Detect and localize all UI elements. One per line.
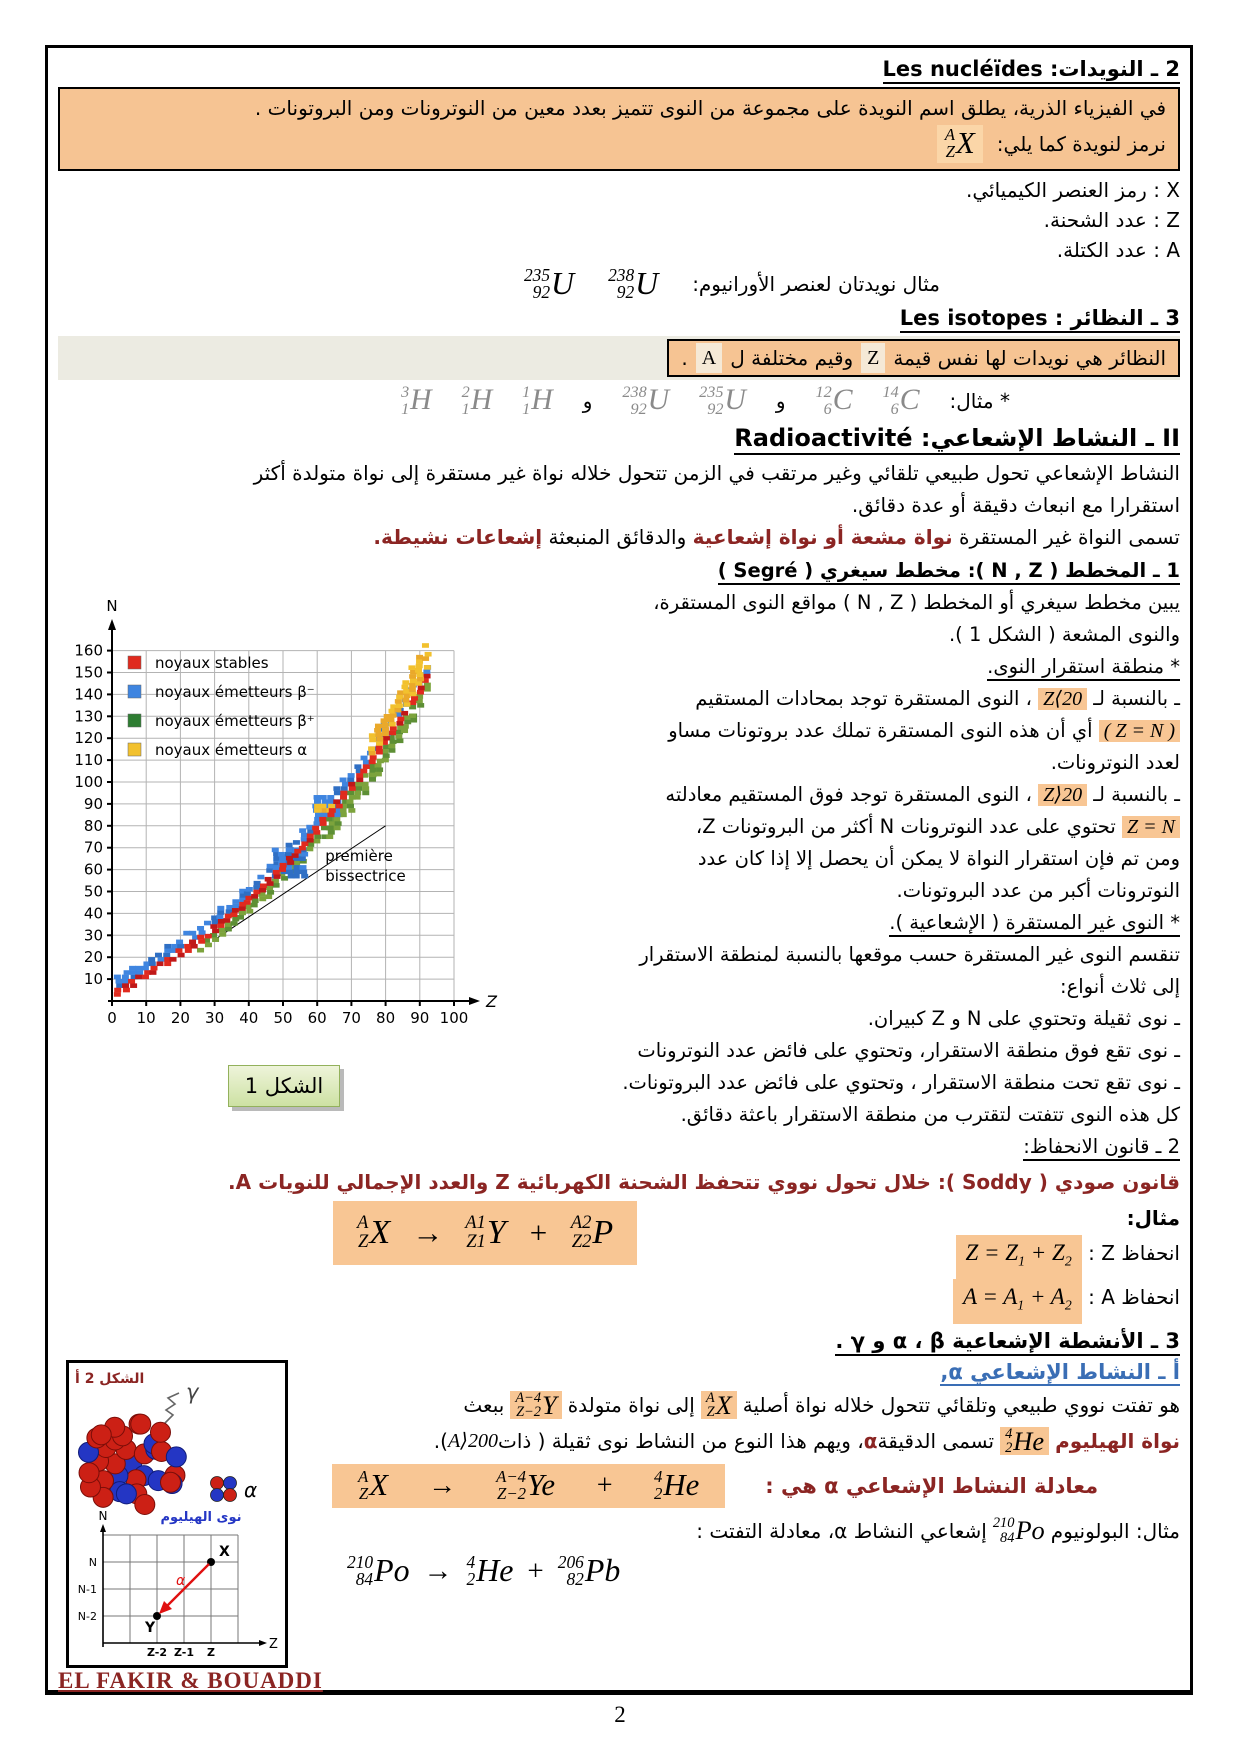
svg-text:90: 90 [83,794,103,813]
isotope-symbol: 14 6 C [882,383,920,418]
svg-text:N-1: N-1 [77,1583,97,1596]
svg-text:الشكل 2 أ: الشكل 2 أ [75,1371,145,1387]
svg-text:150: 150 [74,663,103,682]
text-line: 1 ـ المخطط ( N , Z ): مخطط سيغري ( Segré ) [510,555,1180,587]
nuclide-notation-line: نرمز لنويدة كما يلي: A Z X [72,125,1166,163]
isotopes-list [401,384,919,416]
svg-text:γ: γ [186,1380,199,1404]
text-line: ـ نوى تقع فوق منطقة الاستقرار، وتحتوي على فائض عدد النوترونات [637,1038,1180,1062]
svg-text:noyaux émetteurs β⁻: noyaux émetteurs β⁻ [155,682,315,701]
svg-text:30: 30 [83,926,103,945]
text-line: كل هذه النوى تتفتت لتقترب من منطقة الاستقرار باعثة دقائق. [680,1102,1180,1126]
svg-text:40: 40 [239,1008,259,1027]
text-line: ( Z = N ) أي أن هذه النوى المستقرة تملك عدد بروتونات مساو [510,715,1180,747]
nuclide-definition-box [58,87,1180,171]
svg-text:10: 10 [83,969,103,988]
svg-text:N: N [106,596,118,615]
footer-authors: EL FAKIR & BOUADDI [58,1668,323,1693]
symbol-a: A [696,343,722,373]
svg-text:N-2: N-2 [77,1610,97,1623]
plus: + [595,1469,614,1501]
example-label: مثال: [1126,1205,1180,1230]
isotopes-definition-band [58,336,1180,380]
svg-text:N: N [88,1556,97,1569]
svg-text:60: 60 [83,860,103,879]
svg-text:0: 0 [107,1008,117,1027]
nuclide-definition-text: في الفيزياء الذرية، يطلق اسم النويدة على مجموعة من النوى تتميز بعدد معين من النوترونات ومن البروتونات . [254,96,1166,120]
figure-2-drawing [69,1363,279,1659]
text-line: Z = N تحتوي على عدد النوترونات N أكثر من البروتونات Z، [510,811,1180,843]
alpha-description-line2: نواة الهيليوم 4 2 He تسمى الدقيقة α ، ويهم هذا النوع من النشاط نوى ثقيلة ( ذات A⟩200 ). [433,1425,1180,1456]
alpha-heading: أ ـ النشاط الإشعاعي α, [940,1360,1180,1384]
text-line: ـ بالنسبة لـ Z⟩20 ، النوى المستقرة توجد فوق المستقيم معادلته [665,782,1180,806]
text-line: والنوى المشعة ( الشكل 1 ). [948,622,1180,646]
segre-chart-column [58,555,510,1163]
arrow: → [412,1214,444,1250]
svg-text:noyaux émetteurs β⁺: noyaux émetteurs β⁺ [155,711,315,730]
parent-nucleus-symbol: A Z X [701,1391,737,1420]
polonium-decay-equation: 210 84 Po → 4 2 He + 206 82 Pb [347,1551,621,1589]
isotope-symbol: 1 1 H [522,383,553,418]
soddy-x: A Z X [357,1212,391,1252]
symbol-definitions [58,175,1180,265]
page-frame [45,45,1193,1695]
svg-text:Z: Z [269,1637,278,1652]
isotopes-definition-box: النظائر هي نويدات لها نفس قيمة Z وقيم مختلفة ل A . [667,339,1180,377]
isotopes-example-line [58,384,1180,416]
svg-text:130: 130 [74,707,103,726]
svg-text:80: 80 [83,816,103,835]
svg-text:X: X [219,1544,230,1560]
plus: + [527,1214,549,1250]
u238-symbol: 238 92 U [608,264,659,302]
isotope-symbol: 235 92 U [699,383,746,418]
text-line: يبين مخطط سيغري أو المخطط ( N , Z ) مواقع النوى المستقرة، [653,590,1180,614]
svg-text:40: 40 [83,904,103,923]
conservation-column [775,1201,1180,1324]
svg-text:Z: Z [486,991,497,1011]
alpha-column [302,1360,1180,1668]
svg-text:120: 120 [74,729,103,748]
svg-text:α: α [244,1478,258,1502]
uranium-example-line [58,264,1180,302]
alpha-section [58,1360,1180,1668]
text-line: تنقسم النوى غير المستقرة حسب موقعها بالنسبة لمنطقة الاستقرار [639,942,1180,966]
alpha-equation-row [302,1464,1180,1508]
soddy-law-line: قانون صودي ( Soddy ): خلال تحول نووي تتحفظ الشحنة الكهربائية Z والعدد الإجمالي للنويات A. [228,1169,1180,1194]
svg-text:90: 90 [410,1008,430,1027]
alpha-description-line1: هو تفتت نووي طبيعي وتلقائي تتحول خلاله نواة أصلية A Z X إلى نواة متولدة A−4 Z−2 Y ببعث [463,1389,1180,1420]
text-line: ومن تم فإن استقرار النواة لا يمكن أن يحصل إلا إذا كان عدد [697,846,1180,870]
svg-text:Z: Z [207,1646,215,1659]
isotopes-example-label: * مثال: [949,388,1010,413]
radioactivity-paragraph: النشاط الإشعاعي تحول طبيعي تلقائي وغير مرتقب في الزمن تتحول خلاله نواة غير مستقرة إلى نواة متولدة أكثر استقرارا مع انبعاث دقيقة أو عدة دقائق. تسمى النواة غير المستقرة نواة مشعة أو نواة إشعاعية والدقائق المنبعثة إشعاعات نشيطة. [58,457,1180,553]
figure-2 [66,1360,288,1668]
arrow: → [428,1469,457,1501]
svg-text:N: N [98,1509,108,1523]
soddy-p: A2 Z2 P [570,1212,614,1252]
svg-text:première: première [325,846,393,865]
svg-text:50: 50 [273,1008,293,1027]
svg-text:Z-2: Z-2 [146,1646,168,1659]
segre-section [58,555,1180,1163]
separator: و [582,388,593,413]
text-line: لعدد النوترونات. [1050,750,1180,774]
section-nuclides-title: 2 ـ النويدات: Les nucléïdes [58,54,1180,84]
isotope-symbol: 2 1 H [461,383,493,418]
separator: و [775,388,786,413]
svg-text:160: 160 [74,641,103,660]
svg-text:110: 110 [74,750,103,769]
isotope-symbol: 12 6 C [815,383,853,418]
def-a: A : عدد الكتلة. [1056,237,1180,262]
svg-text:60: 60 [307,1008,327,1027]
text-line: 2 ـ قانون الانحفاظ: [510,1131,1180,1163]
section-activities-title: 3 ـ الأنشطة الإشعاعية α ، β و γ . [58,1326,1180,1356]
svg-text:10: 10 [136,1008,156,1027]
svg-text:70: 70 [341,1008,361,1027]
svg-text:نوى الهيليوم: نوى الهيليوم [160,1510,242,1525]
svg-text:30: 30 [205,1008,225,1027]
text-line: ـ نوى ثقيلة وتحتوي على N و Z كبيران. [867,1006,1180,1030]
svg-text:Y: Y [145,1620,156,1636]
conservation-row [58,1201,1180,1324]
symbol-z: Z [861,343,885,373]
section-radioactivity-title: II ـ النشاط الإشعاعي: Radioactivité [58,419,1180,457]
svg-text:100: 100 [74,772,103,791]
text-line: النوترونات أكبر من عدد البروتونات. [896,878,1180,902]
svg-text:bissectrice: bissectrice [325,866,406,885]
def-x: X : رمز العنصر الكيميائي. [965,177,1180,202]
svg-text:noyaux stables: noyaux stables [155,653,269,672]
text-line: ـ بالنسبة لـ Z⟨20 ، النوى المستقرة توجد بمحادات المستقيم [695,686,1180,710]
text-line: * منطقة استقرار النوى. [510,651,1180,683]
unstable-nucleus-line: تسمى النواة غير المستقرة نواة مشعة أو نواة إشعاعية والدقائق المنبعثة إشعاعات نشيطة. [373,524,1180,549]
svg-text:140: 140 [74,685,103,704]
segre-chart [58,555,510,1055]
a-conservation-eq: $A = A_1 + A_2$ [953,1279,1082,1324]
svg-text:50: 50 [83,882,103,901]
svg-text:20: 20 [83,948,103,967]
text-line: ـ نوى تقع تحت منطقة الاستقرار ، وتحتوي على فائض عدد البروتونات. [622,1070,1180,1094]
text-line: إلى ثلاث أنواع: [1060,974,1180,998]
segre-text-column [510,555,1180,1163]
polonium-example-line: مثال: البولونيوم 210 84 Po إشعاعي النشاط α، معادلة التفتت : [696,1515,1180,1546]
uranium-example-label: مثال نويدتان لعنصر الأورانيوم: [692,272,940,296]
z-conservation-eq: $Z = Z_1 + Z_2$ [956,1235,1082,1280]
svg-text:70: 70 [83,838,103,857]
svg-text:noyaux émetteurs α: noyaux émetteurs α [155,740,308,759]
def-z: Z : عدد الشحنة. [1043,207,1180,232]
svg-text:α: α [176,1573,186,1589]
soddy-y: A1 Z1 Y [465,1212,506,1252]
section-isotopes-title: 3 ـ النظائر : Les isotopes [58,303,1180,333]
svg-text:Z-1: Z-1 [173,1646,195,1659]
alpha-equation-label: معادلة النشاط الإشعاعي α هي : [765,1473,1099,1498]
charge-conservation-line: انحفاظ Z : $Z = Z_1 + Z_2$ [775,1235,1180,1280]
plus: + [527,1554,544,1587]
svg-text:80: 80 [376,1008,396,1027]
helium-symbol: 4 2 He [1000,1427,1049,1456]
mass-conservation-line: انحفاظ A : $A = A_1 + A_2$ [775,1279,1180,1324]
isotope-symbol: 3 1 H [401,383,432,418]
svg-text:20: 20 [170,1008,190,1027]
figure-1-caption: الشكل 1 [228,1065,340,1107]
page-number: 2 [614,1702,626,1727]
u235-symbol: 235 92 U [523,264,575,302]
daughter-nucleus-symbol: A−4 Z−2 Y [510,1391,561,1420]
text-line: * النوى غير المستقرة ( الإشعاعية ). [510,907,1180,939]
nuclide-symbol: A Z X [937,125,983,163]
alpha-decay-equation: A Z X → A−4 Z−2 Ye + 4 2 He [332,1464,725,1508]
polonium-symbol: 210 84 Po [992,1515,1045,1546]
soddy-equation [333,1201,637,1265]
isotope-symbol: 238 92 U [622,383,670,418]
arrow: → [423,1554,453,1587]
svg-text:100: 100 [439,1008,469,1027]
